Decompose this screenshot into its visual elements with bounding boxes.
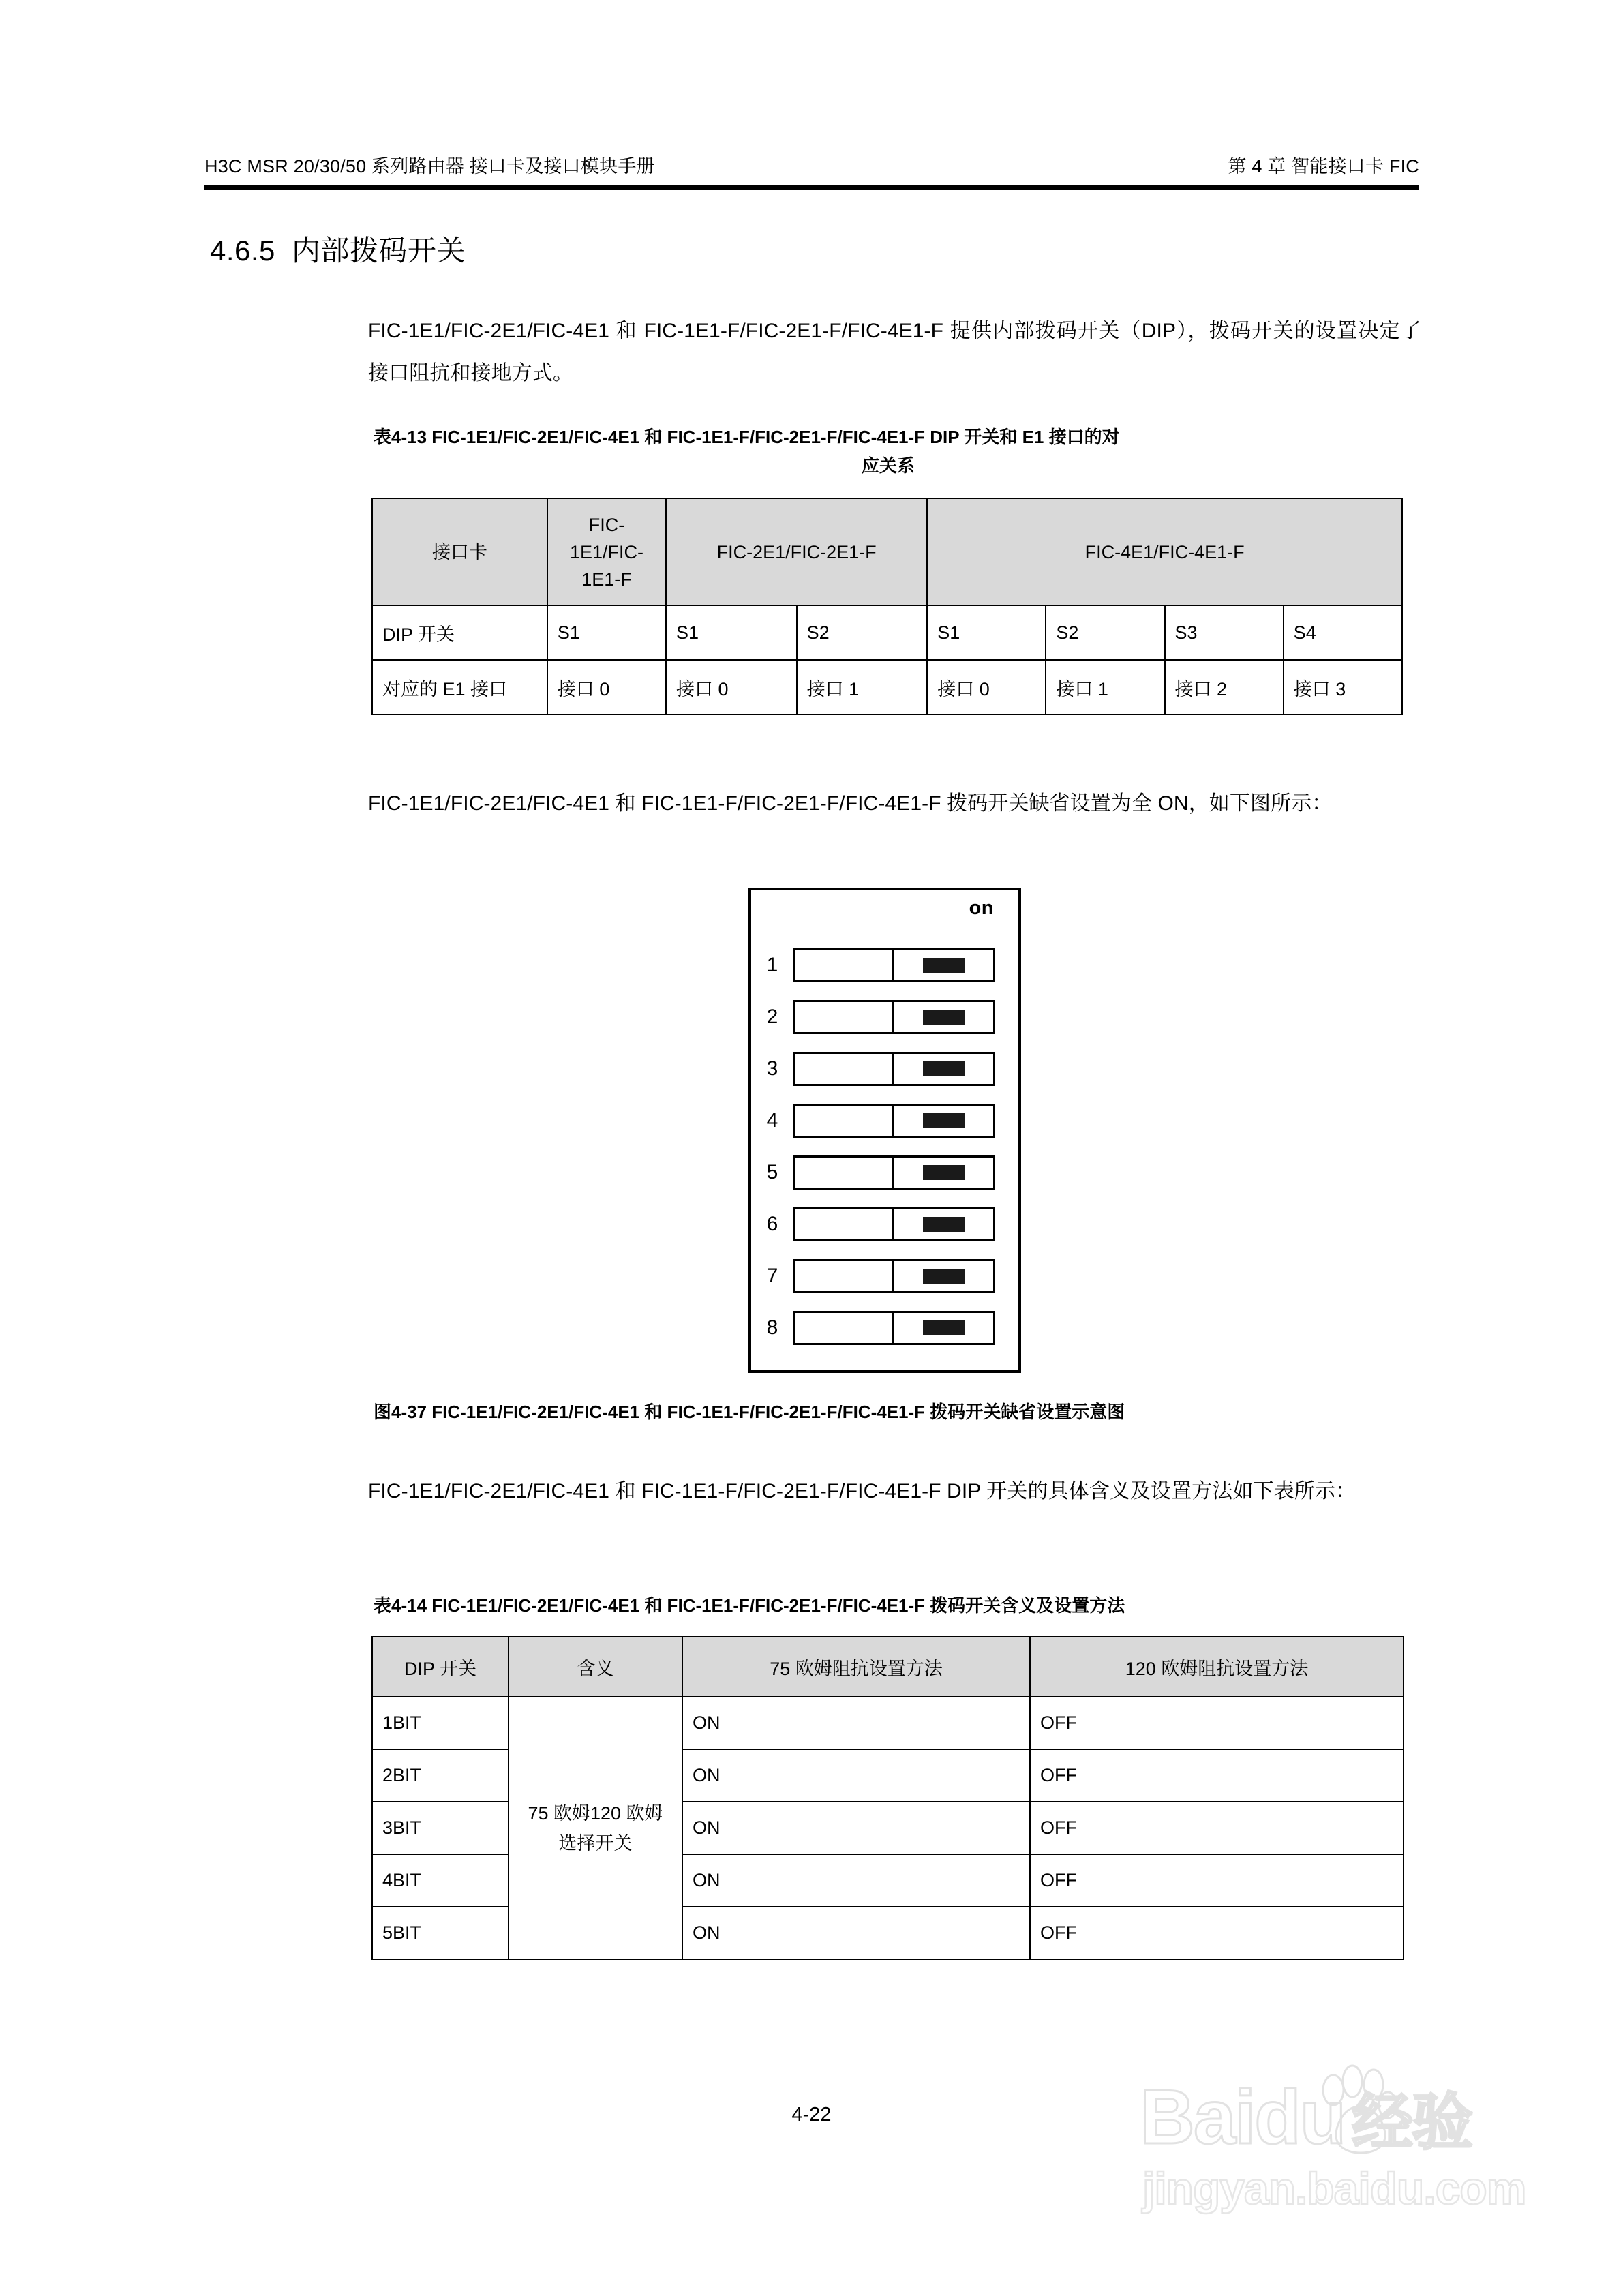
dip-switch-body-6 — [793, 1207, 995, 1241]
cell-120ohm-2: OFF — [1030, 1749, 1404, 1802]
caption-table-4-13-line2: 应关系 — [861, 455, 915, 476]
dip-switch-index-5: 5 — [766, 1161, 778, 1183]
table-dip-meaning-and-setting — [371, 1636, 1404, 1960]
page-number: 4-22 — [791, 2104, 832, 2126]
section-heading — [210, 228, 466, 269]
dip-switch-rows — [751, 939, 1018, 1354]
dip-switch-off-side-3 — [795, 1054, 894, 1084]
cell-120ohm-4: OFF — [1030, 1854, 1404, 1907]
header-cell-meaning: 含义 — [509, 1637, 682, 1697]
paragraph-default-setting: FIC-1E1/FIC-2E1/FIC-4E1 和 FIC-1E1-F/FIC-2E1-F/FIC-4E1-F 拨码开关缺省设置为全 ON，如下图所示： — [368, 792, 1333, 815]
caption-table-4-14: 表4-14 FIC-1E1/FIC-2E1/FIC-4E1 和 FIC-1E1-F/FIC-2E1-F/FIC-4E1-F 拨码开关含义及设置方法 — [374, 1595, 1125, 1616]
dip-switch-index-6: 6 — [766, 1213, 778, 1235]
dip-switch-on-side-2 — [894, 1002, 993, 1032]
caption-figure-4-37: 图4-37 FIC-1E1/FIC-2E1/FIC-4E1 和 FIC-1E1-F/FIC-2E1-F/FIC-4E1-F 拨码开关缺省设置示意图 — [374, 1402, 1125, 1422]
dip-on-label: on — [969, 897, 994, 919]
cell-bit-5: 5BIT — [372, 1907, 509, 1959]
cell-75ohm-3: ON — [682, 1802, 1030, 1854]
cell-port-2e1-s2: 接口 1 — [797, 660, 928, 714]
dip-switch-index-1: 1 — [766, 954, 778, 976]
header-cell-interface-card: 接口卡 — [372, 498, 547, 605]
dip-switch-row-1 — [751, 939, 1018, 991]
cell-dip-2e1-s2: S2 — [797, 605, 928, 660]
dip-switch-on-side-3 — [894, 1054, 993, 1084]
dip-switch-body-2 — [793, 1000, 995, 1034]
dip-switch-row-2 — [751, 991, 1018, 1043]
cell-port-2e1-s1: 接口 0 — [666, 660, 797, 714]
table-header-row — [372, 498, 1402, 605]
section-title: 内部拨码开关 — [291, 235, 466, 267]
cell-bit-4: 4BIT — [372, 1854, 509, 1907]
watermark-brand-bai: Bai — [1140, 2074, 1255, 2160]
table-header-row — [372, 1637, 1404, 1697]
dip-switch-on-side-4 — [894, 1106, 993, 1136]
cell-dip-1e1-s1: S1 — [547, 605, 666, 660]
dip-switch-off-side-5 — [795, 1158, 894, 1188]
cell-dip-4e1-s2: S2 — [1046, 605, 1164, 660]
cell-port-4e1-s4: 接口 3 — [1284, 660, 1402, 714]
cell-dip-4e1-s3: S3 — [1165, 605, 1284, 660]
dip-switch-body-7 — [793, 1259, 995, 1293]
table-row — [372, 1697, 1404, 1749]
dip-switch-on-side-6 — [894, 1209, 993, 1239]
header-cell-fic-1e1: FIC-1E1/FIC-1E1-F — [547, 498, 666, 605]
watermark-url: jingyan.baidu.com — [1142, 2163, 1526, 2214]
cell-port-1e1-s1: 接口 0 — [547, 660, 666, 714]
dip-switch-row-3 — [751, 1043, 1018, 1095]
dip-switch-body-1 — [793, 948, 995, 982]
header-left-text: H3C MSR 20/30/50 系列路由器 接口卡及接口模块手册 — [204, 156, 655, 177]
dip-switch-on-side-1 — [894, 950, 993, 980]
cell-dip-4e1-s1: S1 — [927, 605, 1046, 660]
table-row — [372, 660, 1402, 714]
baidu-jingyan-watermark — [1140, 2059, 1549, 2229]
header-cell-fic-2e1: FIC-2E1/FIC-2E1-F — [666, 498, 927, 605]
watermark-brand-du: du — [1254, 2074, 1346, 2160]
running-header — [204, 151, 1419, 178]
cell-port-4e1-s2: 接口 1 — [1046, 660, 1164, 714]
cell-75ohm-5: ON — [682, 1907, 1030, 1959]
header-cell-75ohm-method: 75 欧姆阻抗设置方法 — [682, 1637, 1030, 1697]
dip-switch-row-7 — [751, 1250, 1018, 1302]
caption-table-4-13 — [374, 423, 1403, 480]
caption-table-4-13-line1: 表4-13 FIC-1E1/FIC-2E1/FIC-4E1 和 FIC-1E1-F/FIC-2E1-F/FIC-4E1-F DIP 开关和 E1 接口的对 — [374, 427, 1120, 447]
cell-bit-2: 2BIT — [372, 1749, 509, 1802]
dip-switch-body-5 — [793, 1155, 995, 1190]
header-cell-dip-switch: DIP 开关 — [372, 1637, 509, 1697]
cell-meaning-merged: 75 欧姆120 欧姆选择开关 — [509, 1697, 682, 1959]
cell-dip-2e1-s1: S1 — [666, 605, 797, 660]
dip-switch-on-side-5 — [894, 1158, 993, 1188]
dip-switch-off-side-7 — [795, 1261, 894, 1291]
dip-slider-icon-8 — [923, 1320, 965, 1335]
dip-slider-icon-2 — [923, 1010, 965, 1025]
dip-switch-index-4: 4 — [766, 1109, 778, 1132]
cell-75ohm-2: ON — [682, 1749, 1030, 1802]
dip-slider-icon-6 — [923, 1217, 965, 1232]
cell-75ohm-1: ON — [682, 1697, 1030, 1749]
dip-switch-diagram — [748, 888, 1021, 1373]
row-label-e1-port: 对应的 E1 接口 — [372, 660, 547, 714]
dip-switch-row-6 — [751, 1198, 1018, 1250]
paragraph-intro: FIC-1E1/FIC-2E1/FIC-4E1 和 FIC-1E1-F/FIC-2E1-F/FIC-4E1-F 提供内部拨码开关（DIP），拨码开关的设置决定了接口阻抗和接地方式。 — [368, 320, 1421, 384]
dip-switch-on-side-7 — [894, 1261, 993, 1291]
watermark-brand-cn: 经验 — [1352, 2089, 1472, 2157]
dip-switch-index-8: 8 — [766, 1316, 778, 1339]
cell-120ohm-1: OFF — [1030, 1697, 1404, 1749]
dip-slider-icon-4 — [923, 1113, 965, 1128]
dip-switch-body-4 — [793, 1104, 995, 1138]
dip-switch-index-3: 3 — [766, 1057, 778, 1080]
cell-port-4e1-s3: 接口 2 — [1165, 660, 1284, 714]
dip-switch-row-8 — [751, 1302, 1018, 1354]
dip-switch-index-7: 7 — [766, 1265, 778, 1287]
dip-switch-index-2: 2 — [766, 1006, 778, 1028]
table-row — [372, 605, 1402, 660]
dip-slider-icon-7 — [923, 1269, 965, 1284]
header-cell-fic-4e1: FIC-4E1/FIC-4E1-F — [927, 498, 1402, 605]
paragraph-dip-meaning: FIC-1E1/FIC-2E1/FIC-4E1 和 FIC-1E1-F/FIC-2E1-F/FIC-4E1-F DIP 开关的具体含义及设置方法如下表所示： — [368, 1480, 1356, 1502]
cell-120ohm-5: OFF — [1030, 1907, 1404, 1959]
row-label-dip-switch: DIP 开关 — [372, 605, 547, 660]
dip-switch-off-side-2 — [795, 1002, 894, 1032]
dip-switch-off-side-1 — [795, 950, 894, 980]
header-right-text: 第 4 章 智能接口卡 FIC — [1228, 156, 1419, 177]
dip-switch-body-3 — [793, 1052, 995, 1086]
section-number: 4.6.5 — [210, 235, 275, 267]
header-cell-120ohm-method: 120 欧姆阻抗设置方法 — [1030, 1637, 1404, 1697]
cell-port-4e1-s1: 接口 0 — [927, 660, 1046, 714]
dip-switch-on-side-8 — [894, 1313, 993, 1343]
dip-slider-icon-1 — [923, 958, 965, 973]
dip-switch-off-side-8 — [795, 1313, 894, 1343]
cell-75ohm-4: ON — [682, 1854, 1030, 1907]
dip-slider-icon-3 — [923, 1061, 965, 1076]
table-dip-to-e1-mapping — [371, 498, 1403, 715]
dip-switch-off-side-4 — [795, 1106, 894, 1136]
dip-switch-body-8 — [793, 1311, 995, 1345]
cell-bit-3: 3BIT — [372, 1802, 509, 1854]
cell-120ohm-3: OFF — [1030, 1802, 1404, 1854]
dip-slider-icon-5 — [923, 1165, 965, 1180]
dip-switch-row-4 — [751, 1095, 1018, 1147]
cell-bit-1: 1BIT — [372, 1697, 509, 1749]
cell-dip-4e1-s4: S4 — [1284, 605, 1402, 660]
header-divider-rule — [204, 185, 1419, 190]
dip-switch-row-5 — [751, 1147, 1018, 1198]
dip-switch-off-side-6 — [795, 1209, 894, 1239]
